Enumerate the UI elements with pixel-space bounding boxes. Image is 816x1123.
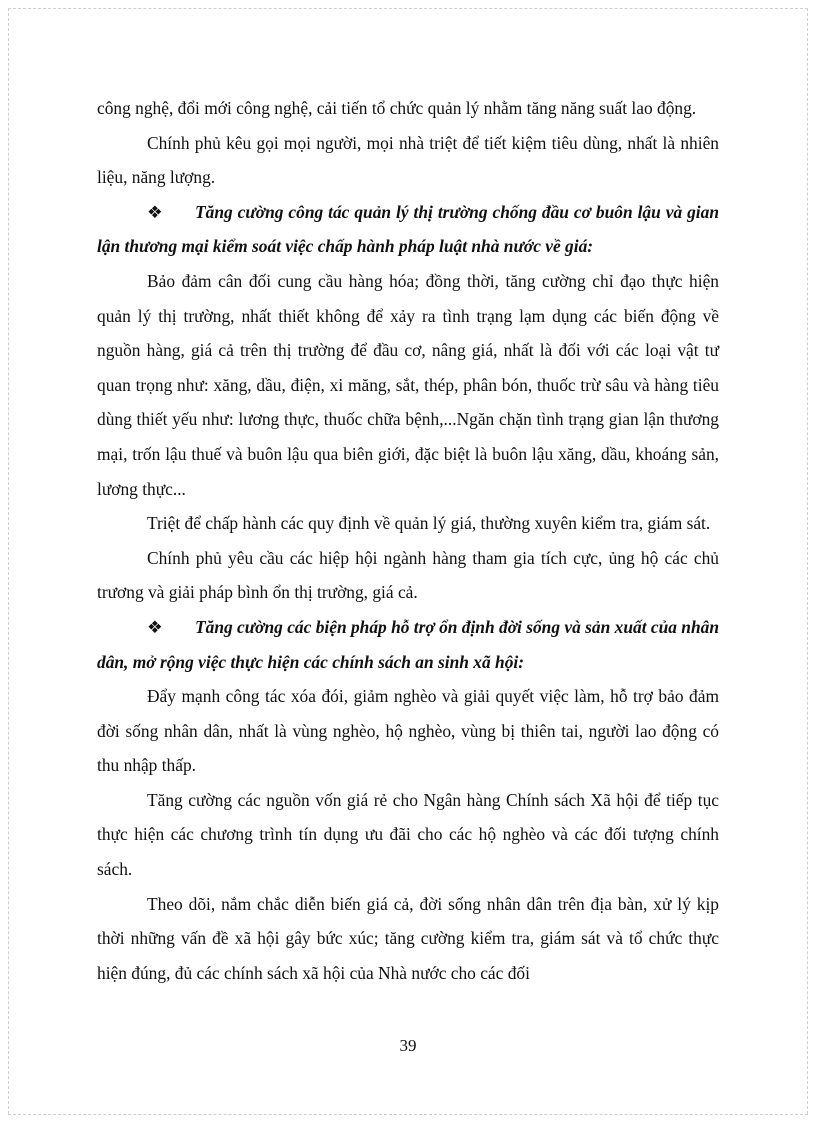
paragraph-8: Theo dõi, nắm chắc diễn biến giá cả, đời sống nhân dân trên địa bàn, xử lý kịp thời những vấn đề xã hội gây bức xúc; tăng cường kiểm tra, giám sát và tổ chức thực hiện đúng, đủ các chính sách xã hội của Nhà nước cho các đối	[97, 893, 719, 983]
document-body	[97, 91, 719, 990]
bottom-border-line	[8, 1114, 808, 1115]
paragraph-4: Triệt để chấp hành các quy định về quản lý giá, thường xuyên kiểm tra, giám sát.	[147, 513, 711, 534]
paragraph-2: Chính phủ kêu gọi mọi người, mọi nhà triệt để tiết kiệm tiêu dùng, nhất là nhiên liệu, năng lượng.	[97, 132, 719, 188]
diamond-bullet-icon: ❖	[147, 201, 163, 222]
heading-text: Tăng cường các biện pháp hỗ trợ ổn định đời sống và sản xuất của nhân dân, mở rộng việc thực hiện các chính sách an sinh xã hội:	[97, 616, 720, 672]
left-border-line	[8, 8, 9, 1114]
right-border-line	[807, 8, 808, 1114]
paragraph-1: công nghệ, đổi mới công nghệ, cải tiến tổ chức quản lý nhằm tăng năng suất lao động.	[97, 98, 697, 118]
section-heading-market-management	[97, 195, 719, 264]
page-number: 39	[399, 1036, 417, 1055]
paragraph-7: Tăng cường các nguồn vốn giá rẻ cho Ngân hàng Chính sách Xã hội để tiếp tục thực hiện các chương trình tín dụng ưu đãi cho các hộ nghèo và các đối tượng chính sách.	[97, 789, 719, 880]
section-heading-social-security	[97, 610, 719, 679]
diamond-bullet-icon: ❖	[147, 616, 163, 637]
paragraph-6: Đẩy mạnh công tác xóa đói, giảm nghèo và giải quyết việc làm, hỗ trợ bảo đảm đời sống nhân dân, nhất là vùng nghèo, hộ nghèo, vùng bị thiên tai, người lao động có thu nhập thấp.	[97, 686, 719, 776]
top-border-line	[8, 8, 808, 9]
paragraph-3: Bảo đảm cân đối cung cầu hàng hóa; đồng thời, tăng cường chỉ đạo thực hiện quản lý thị trường, nhất thiết không để xảy ra tình trạng lạm dụng các biến động về nguồn hàng, giá cả trên thị trường để đầu cơ, nâng giá, nhất là đối với các loại vật tư quan trọng như: xăng, dầu, điện, xi măng, sắt, thép, phân bón, thuốc trừ sâu và hàng tiêu dùng thiết yếu như: lương thực, thuốc chữa bệnh,...Ngăn chặn tình trạng gian lận thương mại, trốn lậu thuế và buôn lậu qua biên giới, đặc biệt là buôn lậu xăng, dầu, khoáng sản, lương thực...	[97, 270, 719, 499]
paragraph-5: Chính phủ yêu cầu các hiệp hội ngành hàng tham gia tích cực, ủng hộ các chủ trương và giải pháp bình ổn thị trường, giá cả.	[97, 547, 719, 603]
heading-text: Tăng cường công tác quản lý thị trường chống đầu cơ buôn lậu và gian lận thương mại kiểm soát việc chấp hành pháp luật nhà nước về giá:	[97, 201, 719, 257]
